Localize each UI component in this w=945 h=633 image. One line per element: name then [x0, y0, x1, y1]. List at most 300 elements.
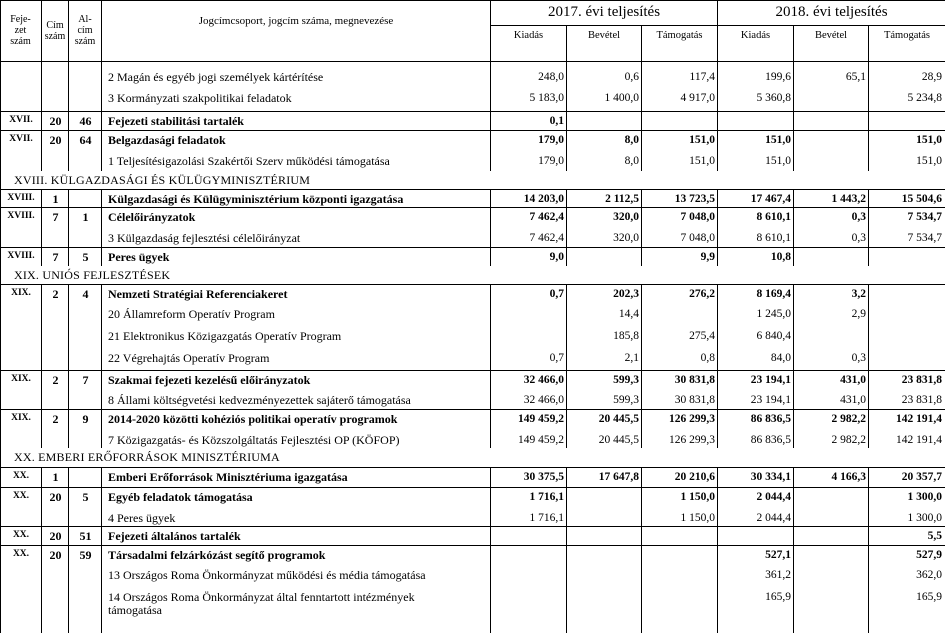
bevetel-2017-value: 599,3	[613, 374, 639, 386]
bevetel-2018-value: 0,3	[851, 232, 866, 244]
kiadas-2018-value: 151,0	[765, 155, 791, 167]
fejezet-code	[0, 66, 42, 87]
section-title: XVIII. KÜLGAZDASÁGI ÉS KÜLÜGYMINISZTÉRIUM	[14, 173, 311, 187]
alcim-number	[69, 66, 102, 87]
cim-number	[42, 66, 69, 87]
row-rule	[0, 130, 945, 131]
table-row	[0, 150, 945, 171]
kiadas-2017-value: 1 716,1	[529, 512, 564, 524]
item-name: 3 Külgazdaság fejlesztési célelőirányzat	[108, 231, 301, 245]
tamogatas-2017-value: 7 048,0	[680, 232, 715, 244]
tamogatas-2018-value: 527,9	[916, 549, 942, 561]
item-name: Nemzeti Stratégiai Referenciakeret	[108, 287, 288, 301]
table-row	[0, 190, 945, 208]
table-row	[0, 347, 945, 371]
kiadas-2017-value: 149 459,2	[518, 413, 564, 425]
alcim-number: 46	[79, 114, 92, 128]
kiadas-2018-value: 30 334,1	[750, 471, 791, 483]
section-row	[0, 448, 945, 468]
item-name: 14 Országos Roma Önkormányzat által fenntartott intézmények támogatása	[102, 586, 491, 626]
cim-number	[42, 303, 69, 325]
alcim-number	[69, 564, 102, 586]
tamogatas-2018-value: 7 534,7	[907, 211, 942, 223]
tamogatas-2017-value: 1 150,0	[680, 491, 715, 503]
item-name: 21 Elektronikus Közigazgatás Operatív Program	[108, 329, 342, 343]
cim-number	[42, 227, 69, 248]
fejezet-code	[0, 564, 42, 586]
fejezet-code: XVIII.	[7, 193, 35, 203]
bevetel-2017-value	[567, 488, 642, 507]
alcim-number	[69, 150, 102, 171]
table-row	[0, 87, 945, 112]
tamogatas-2018-value: 5 234,8	[907, 92, 942, 104]
fejezet-code	[0, 586, 42, 626]
bevetel-2017-value: 8,0	[624, 134, 639, 146]
kiadas-2017-value: 7 462,4	[529, 211, 564, 223]
tamogatas-2018-value: 362,0	[916, 569, 942, 581]
table-row	[0, 389, 945, 410]
fejezet-code: XIX.	[11, 288, 31, 298]
cim-number	[42, 87, 69, 112]
table-row	[0, 371, 945, 389]
cim-number: 20	[49, 133, 62, 147]
alcim-number: 9	[82, 412, 89, 426]
table-row	[0, 429, 945, 448]
tamogatas-2017-value: 30 831,8	[674, 374, 715, 386]
kiadas-2018-value: 165,9	[765, 591, 791, 603]
bevetel-2018-value	[794, 131, 869, 150]
kiadas-2017-value: 32 466,0	[523, 374, 564, 386]
tamogatas-2017-value: 13 723,5	[674, 193, 715, 205]
cim-number: 20	[49, 548, 62, 562]
table-row	[0, 131, 945, 150]
table-row	[0, 507, 945, 527]
table-row	[0, 112, 945, 131]
bevetel-2017-value: 2,1	[624, 352, 639, 364]
kiadas-2018-value	[718, 527, 794, 546]
header-year-2017-label: 2017. évi teljesítés	[547, 4, 661, 20]
kiadas-2018-value: 23 194,1	[750, 394, 791, 406]
fejezet-code	[0, 347, 42, 371]
header-cim-label: Cím szám	[44, 19, 66, 42]
tamogatas-2017-value: 20 210,6	[674, 471, 715, 483]
kiadas-2017-value	[491, 303, 567, 325]
header-2017-kiadas-label: Kiadás	[513, 30, 544, 41]
table-row	[0, 468, 945, 488]
kiadas-2018-value: 2 044,4	[756, 512, 791, 524]
bevetel-2018-value: 4 166,3	[831, 471, 866, 483]
bevetel-2017-value	[567, 112, 642, 131]
tamogatas-2017-value	[642, 546, 718, 564]
alcim-number: 7	[82, 373, 89, 387]
alcim-number: 1	[82, 210, 89, 224]
fejezet-code: XIX.	[11, 374, 31, 384]
kiadas-2017-value: 179,0	[538, 134, 564, 146]
cim-number: 7	[52, 210, 59, 224]
tamogatas-2018-value: 28,9	[921, 71, 942, 83]
bevetel-2017-value	[567, 546, 642, 564]
kiadas-2018-value: 23 194,1	[750, 374, 791, 386]
table-row	[0, 410, 945, 429]
fejezet-code: XVII.	[9, 115, 33, 125]
row-rule	[0, 409, 945, 410]
header-description-label: Jogcímcsoport, jogcím száma, megnevezése	[198, 15, 394, 27]
fejezet-code: XX.	[12, 471, 30, 481]
table-row	[0, 564, 945, 586]
bevetel-2018-value: 65,1	[845, 71, 866, 83]
fejezet-code: XVIII.	[7, 211, 35, 221]
header-2018-kiadas-label: Kiadás	[740, 30, 771, 41]
alcim-number	[69, 87, 102, 112]
fejezet-code: XVII.	[9, 134, 33, 144]
table-row	[0, 248, 945, 266]
item-name: Szakmai fejezeti kezelésű előirányzatok	[108, 373, 311, 387]
kiadas-2017-value: 0,7	[549, 352, 564, 364]
cim-number: 2	[52, 287, 59, 301]
tamogatas-2018-value: 20 357,7	[901, 471, 942, 483]
tamogatas-2018-value: 5,5	[927, 530, 942, 542]
cim-number: 2	[52, 373, 59, 387]
tamogatas-2017-value: 0,8	[700, 352, 715, 364]
row-rule	[0, 467, 945, 468]
kiadas-2018-value: 1 245,0	[756, 308, 791, 320]
cim-number: 20	[49, 529, 62, 543]
table-row	[0, 325, 945, 347]
fejezet-code	[0, 325, 42, 347]
row-rule	[0, 370, 945, 371]
kiadas-2017-value: 30 375,5	[523, 471, 564, 483]
cim-number	[42, 325, 69, 347]
bevetel-2018-value	[794, 507, 869, 527]
fejezet-code	[0, 87, 42, 112]
tamogatas-2017-value: 151,0	[689, 155, 715, 167]
cim-number: 1	[52, 470, 59, 484]
item-name: Belgazdasági feladatok	[108, 133, 226, 147]
item-name: Külgazdasági és Külügyminisztérium központi igazgatása	[108, 192, 404, 206]
header-top-border	[0, 0, 945, 1]
fejezet-code	[0, 507, 42, 527]
kiadas-2017-value	[491, 564, 567, 586]
tamogatas-2018-value: 15 504,6	[901, 193, 942, 205]
header-fejezet	[0, 0, 42, 62]
alcim-number	[69, 190, 102, 208]
table-row	[0, 586, 945, 626]
tamogatas-2018-value: 165,9	[916, 591, 942, 603]
bevetel-2017-value: 1 400,0	[604, 92, 639, 104]
cim-number	[42, 150, 69, 171]
fejezet-code	[0, 389, 42, 410]
fejezet-code	[0, 150, 42, 171]
kiadas-2018-value: 8 169,4	[756, 288, 791, 300]
kiadas-2017-value: 1 716,1	[529, 491, 564, 503]
cim-number	[42, 389, 69, 410]
kiadas-2018-value: 10,8	[770, 251, 791, 263]
alcim-number: 64	[79, 133, 92, 147]
kiadas-2018-value: 8 610,1	[756, 211, 791, 223]
cim-number: 2	[52, 412, 59, 426]
header-2017-kiadas	[491, 26, 567, 62]
row-rule	[0, 207, 945, 208]
section-title: XX. EMBERI ERŐFORRÁSOK MINISZTÉRIUMA	[14, 450, 280, 464]
tamogatas-2018-value: 23 831,8	[901, 394, 942, 406]
tamogatas-2017-value: 9,9	[700, 251, 715, 263]
table-row	[0, 546, 945, 564]
bevetel-2018-value	[794, 248, 869, 266]
item-name: Fejezeti általános tartalék	[108, 529, 241, 543]
item-name: Célelőirányzatok	[108, 210, 196, 224]
tamogatas-2018-value	[869, 303, 945, 325]
section-row	[0, 171, 945, 190]
kiadas-2017-value	[491, 546, 567, 564]
cim-number: 1	[52, 192, 59, 206]
table-row	[0, 527, 945, 546]
tamogatas-2017-value	[642, 564, 718, 586]
bevetel-2018-value: 0,3	[851, 211, 866, 223]
cim-number: 7	[52, 250, 59, 264]
fejezet-code	[0, 303, 42, 325]
row-rule	[0, 487, 945, 488]
kiadas-2017-value: 149 459,2	[518, 434, 564, 446]
header-2018-tamogatas-label: Támogatás	[883, 30, 931, 41]
alcim-number	[69, 347, 102, 371]
bevetel-2017-value	[567, 564, 642, 586]
alcim-number	[69, 507, 102, 527]
item-name: Egyéb feladatok támogatása	[108, 490, 253, 504]
tamogatas-2017-value: 30 831,8	[674, 394, 715, 406]
kiadas-2017-value: 7 462,4	[529, 232, 564, 244]
kiadas-2018-value: 527,1	[765, 549, 791, 561]
header-fejezet-label: Feje- zet szám	[10, 14, 31, 47]
bevetel-2018-value	[794, 546, 869, 564]
bevetel-2017-value: 2 112,5	[605, 193, 639, 205]
item-name: 2014-2020 közötti kohéziós politikai operatív programok	[108, 412, 398, 426]
bevetel-2018-value: 2,9	[851, 308, 866, 320]
header-description	[102, 0, 491, 62]
table-row	[0, 303, 945, 325]
item-name: Emberi Erőforrások Minisztériuma igazgatása	[108, 470, 348, 484]
bevetel-2018-value: 2 982,2	[831, 413, 866, 425]
item-name: 22 Végrehajtás Operatív Program	[108, 351, 270, 365]
tamogatas-2017-value: 4 917,0	[680, 92, 715, 104]
tamogatas-2018-value: 23 831,8	[901, 374, 942, 386]
kiadas-2017-value: 0,7	[549, 288, 564, 300]
header-year-2018	[718, 0, 945, 26]
bevetel-2017-value: 320,0	[613, 211, 639, 223]
alcim-number	[69, 429, 102, 448]
section-title: XIX. UNIÓS FEJLESZTÉSEK	[14, 268, 171, 282]
section-row	[0, 266, 945, 285]
tamogatas-2018-value	[869, 248, 945, 266]
cim-number	[42, 429, 69, 448]
bevetel-2018-value	[794, 527, 869, 546]
bevetel-2018-value	[794, 325, 869, 347]
bevetel-2018-value	[794, 150, 869, 171]
fejezet-code	[0, 429, 42, 448]
alcim-number: 51	[79, 529, 92, 543]
kiadas-2017-value: 9,0	[549, 251, 564, 263]
kiadas-2018-value: 86 836,5	[750, 413, 791, 425]
bevetel-2017-value	[567, 586, 642, 626]
bevetel-2017-value: 185,8	[613, 330, 639, 342]
header-2018-kiadas	[718, 26, 794, 62]
item-name-continuation: támogatása	[108, 603, 162, 617]
row-rule	[0, 247, 945, 248]
row-rule	[0, 284, 945, 285]
kiadas-2017-value: 0,1	[549, 115, 564, 127]
cim-number: 20	[49, 114, 62, 128]
kiadas-2018-value: 2 044,4	[756, 491, 791, 503]
alcim-number: 5	[82, 490, 89, 504]
bevetel-2018-value: 0,3	[851, 352, 866, 364]
row-rule	[0, 189, 945, 190]
alcim-number: 59	[79, 548, 92, 562]
bevetel-2018-value	[794, 488, 869, 507]
kiadas-2018-value: 86 836,5	[750, 434, 791, 446]
kiadas-2017-value	[491, 527, 567, 546]
tamogatas-2017-value: 117,4	[689, 71, 715, 83]
kiadas-2017-value: 248,0	[538, 71, 564, 83]
bevetel-2018-value	[794, 87, 869, 112]
tamogatas-2017-value: 275,4	[689, 330, 715, 342]
header-alcim	[69, 0, 102, 62]
alcim-number: 4	[82, 287, 89, 301]
item-name: 1 Teljesítésigazolási Szakértői Szerv működési támogatása	[108, 154, 390, 168]
tamogatas-2018-value	[869, 112, 945, 131]
fejezet-code	[0, 227, 42, 248]
fejezet-code: XX.	[12, 549, 30, 559]
bevetel-2017-value: 8,0	[624, 155, 639, 167]
alcim-number	[69, 389, 102, 410]
bevetel-2018-value	[794, 586, 869, 626]
table-row	[0, 488, 945, 507]
kiadas-2018-value: 6 840,4	[756, 330, 791, 342]
bevetel-2017-value: 202,3	[613, 288, 639, 300]
tamogatas-2018-value: 151,0	[916, 134, 942, 146]
header-2018-tamogatas	[869, 26, 945, 62]
tamogatas-2017-value	[642, 112, 718, 131]
fejezet-code: XIX.	[11, 413, 31, 423]
item-name: 13 Országos Roma Önkormányzat működési és média támogatása	[108, 568, 426, 582]
bevetel-2017-value: 20 445,5	[598, 413, 639, 425]
kiadas-2017-value: 14 203,0	[523, 193, 564, 205]
header-year-2017	[491, 0, 718, 26]
row-rule	[0, 545, 945, 546]
table-row	[0, 208, 945, 227]
kiadas-2018-value: 17 467,4	[750, 193, 791, 205]
tamogatas-2017-value	[642, 586, 718, 626]
header-left-border	[0, 0, 1, 62]
header-2018-bevetel-label: Bevétel	[814, 30, 848, 41]
item-name: 2 Magán és egyéb jogi személyek kártérítése	[108, 70, 324, 84]
cim-number: 20	[49, 490, 62, 504]
bevetel-2017-value	[567, 527, 642, 546]
bevetel-2017-value	[567, 507, 642, 527]
tamogatas-2017-value: 151,0	[689, 134, 715, 146]
kiadas-2018-value: 5 360,8	[756, 92, 791, 104]
tamogatas-2017-value	[642, 303, 718, 325]
bevetel-2017-value: 599,3	[613, 394, 639, 406]
fejezet-code: XVIII.	[7, 251, 35, 261]
kiadas-2018-value: 151,0	[765, 134, 791, 146]
header-year-2018-label: 2018. évi teljesítés	[775, 4, 888, 20]
tamogatas-2017-value: 126 299,3	[669, 434, 715, 446]
bevetel-2017-value	[567, 248, 642, 266]
bevetel-2018-value	[794, 564, 869, 586]
bevetel-2018-value: 2 982,2	[831, 434, 866, 446]
bevetel-2017-value: 17 647,8	[598, 471, 639, 483]
table-row	[0, 285, 945, 303]
tamogatas-2018-value	[869, 347, 945, 371]
item-name: Fejezeti stabilitási tartalék	[108, 114, 244, 128]
kiadas-2017-value: 32 466,0	[523, 394, 564, 406]
alcim-number	[69, 227, 102, 248]
tamogatas-2017-value: 126 299,3	[669, 413, 715, 425]
row-rule	[0, 526, 945, 527]
row-rule	[0, 111, 945, 112]
bevetel-2018-value: 431,0	[840, 374, 866, 386]
kiadas-2017-value	[491, 586, 567, 626]
tamogatas-2018-value: 7 534,7	[907, 232, 942, 244]
tamogatas-2018-value: 142 191,4	[896, 434, 942, 446]
bevetel-2017-value: 320,0	[613, 232, 639, 244]
header-cim	[42, 0, 69, 62]
bevetel-2017-value: 14,4	[618, 308, 639, 320]
header-2017-tamogatas-label: Támogatás	[656, 30, 703, 41]
item-name: 7 Közigazgatás- és Közszolgáltatás Fejlesztési OP (KÖFOP)	[108, 433, 400, 447]
bevetel-2018-value: 3,2	[851, 288, 866, 300]
tamogatas-2017-value: 1 150,0	[680, 512, 715, 524]
item-name: 3 Kormányzati szakpolitikai feladatok	[108, 91, 292, 105]
tamogatas-2018-value: 1 300,0	[907, 491, 942, 503]
header-2017-tamogatas	[642, 26, 718, 62]
alcim-number	[69, 325, 102, 347]
cim-number	[42, 586, 69, 626]
cim-number	[42, 564, 69, 586]
tamogatas-2017-value	[642, 527, 718, 546]
alcim-number: 5	[82, 250, 89, 264]
tamogatas-2017-value: 276,2	[689, 288, 715, 300]
header-2017-bevetel-label: Bevétel	[587, 30, 621, 41]
item-name: 8 Állami költségvetési kedvezményezettek sajáterő támogatása	[108, 393, 411, 407]
cim-number	[42, 507, 69, 527]
item-name: 4 Peres ügyek	[108, 511, 176, 525]
item-name: Peres ügyek	[108, 250, 170, 264]
tamogatas-2017-value: 7 048,0	[680, 211, 715, 223]
tamogatas-2018-value: 142 191,4	[896, 413, 942, 425]
kiadas-2018-value: 199,6	[765, 71, 791, 83]
tamogatas-2018-value	[869, 285, 945, 303]
kiadas-2017-value: 5 183,0	[529, 92, 564, 104]
tamogatas-2018-value: 1 300,0	[907, 512, 942, 524]
item-name: 20 Államreform Operatív Program	[108, 307, 275, 321]
table-row	[0, 227, 945, 248]
table-row	[0, 66, 945, 87]
bevetel-2018-value: 1 443,2	[831, 193, 866, 205]
item-name: Társadalmi felzárkózást segítő programok	[108, 548, 326, 562]
fejezet-code: XX.	[12, 530, 30, 540]
header-2017-bevetel	[567, 26, 642, 62]
kiadas-2017-value	[491, 325, 567, 347]
header-alcim-label: Al- cím szám	[74, 14, 96, 47]
tamogatas-2018-value	[869, 325, 945, 347]
kiadas-2018-value: 361,2	[765, 569, 791, 581]
kiadas-2018-value: 84,0	[770, 352, 791, 364]
header-2018-bevetel	[794, 26, 869, 62]
alcim-number	[69, 468, 102, 488]
fejezet-code: XX.	[12, 491, 30, 501]
alcim-number	[69, 586, 102, 626]
kiadas-2018-value: 8 610,1	[756, 232, 791, 244]
